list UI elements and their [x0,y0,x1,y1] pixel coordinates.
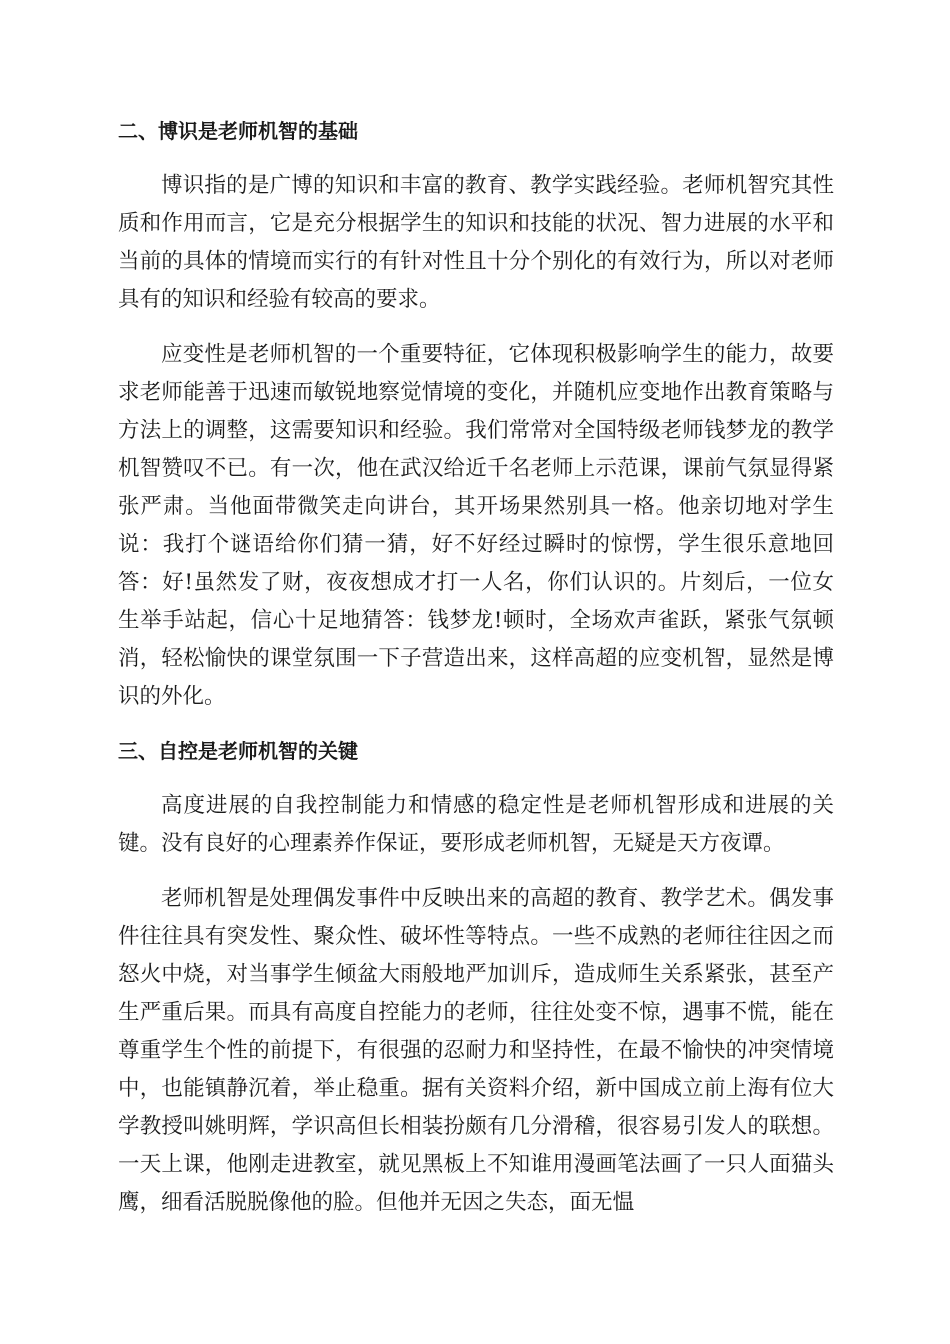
paragraph-self-control-key: 高度进展的自我控制能力和情感的稳定性是老师机智形成和进展的关键。没有良好的心理素养作保证，要形成老师机智，无疑是天方夜谭。 [118,793,834,856]
paragraph-incident-example: 老师机智是处理偶发事件中反映出来的高超的教育、教学艺术。偶发事件往往具有突发性、聚众性、破坏性等特点。一些不成熟的老师往往因之而怒火中烧，对当事学生倾盆大雨般地严加训斥，造成师生关系紧张，甚至产生严重后果。而具有高度自控能力的老师，往往处变不惊，遇事不慌，能在尊重学生个性的前提下，有很强的忍耐力和坚持性，在最不愉快的冲突情境中，也能镇静沉着，举止稳重。据有关资料介绍，新中国成立前上海有位大学教授叫姚明辉，学识高但长相装扮颇有几分滑稽，很容易引发人的联想。一天上课，他刚走进教室，就见黑板上不知谁用漫画笔法画了一只人面猫头鹰，细看活脱脱像他的脸。但他并无因之失态，面无愠 [118,886,834,1215]
document-body [118,113,834,1239]
section-heading-self-control: 三、自控是老师机智的关键 [118,739,358,763]
paragraph-adaptability-example: 应变性是老师机智的一个重要特征，它体现积极影响学生的能力，故要求老师能善于迅速而敏锐地察觉情境的变化，并随机应变地作出教育策略与方法上的调整，这需要知识和经验。我们常常对全国特级老师钱梦龙的教学机智赞叹不已。有一次，他在武汉给近千名老师上示范课，课前气氛显得紧张严肃。当他面带微笑走向讲台，其开场果然别具一格。他亲切地对学生说：我打个谜语给你们猜一猜，好不好经过瞬时的惊愣，学生很乐意地回答：好!虽然发了财，夜夜想成才打一人名，你们认识的。片刻后，一位女生举手站起，信心十足地猜答：钱梦龙!顿时，全场欢声雀跃，紧张气氛顿消，轻松愉快的课堂氛围一下子营造出来，这样高超的应变机智，显然是博识的外化。 [118,342,834,709]
paragraph-erudition-definition: 博识指的是广博的知识和丰富的教育、教学实践经验。老师机智究其性质和作用而言，它是充分根据学生的知识和技能的状况、智力进展的水平和当前的具体的情境而实行的有针对性且十分个别化的有效行为，所以对老师具有的知识和经验有较高的要求。 [118,173,834,312]
section-heading-erudition: 二、博识是老师机智的基础 [118,119,358,143]
